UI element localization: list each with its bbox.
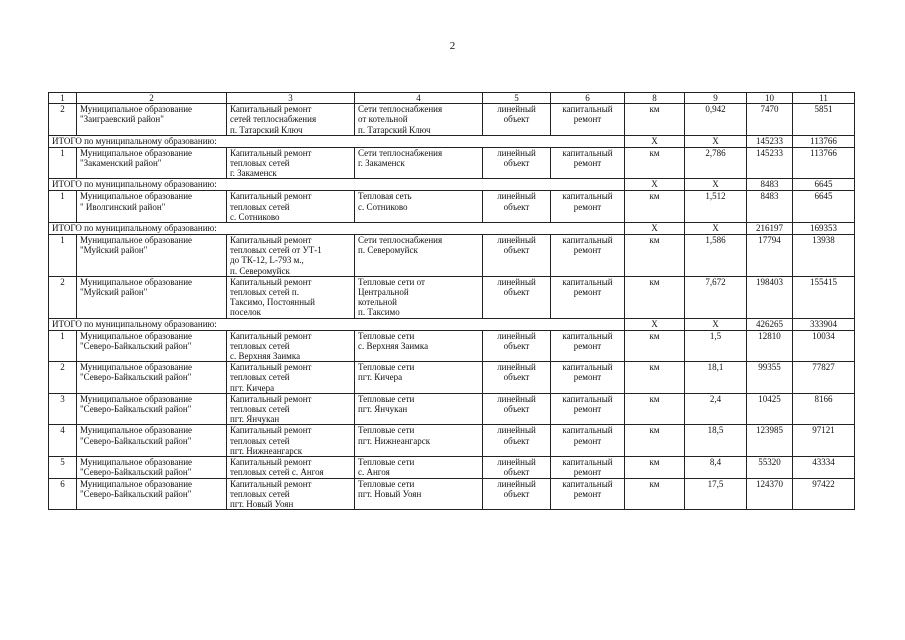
table-row [49,425,855,457]
cell-col10: 124370 [747,478,793,510]
cell-col11: 10034 [793,330,855,362]
cell-col9: X [685,318,747,330]
total-label: ИТОГО по муниципальному образованию: [49,318,625,330]
cell-municipality: Муниципальное образование "Северо-Байкальский район" [77,393,227,425]
cell-number: 4 [49,425,77,457]
cell-col10: 198403 [747,276,793,318]
cell-object-kind: линейный объект [483,147,551,179]
cell-col10: 55320 [747,457,793,478]
cell-work: Капитальный ремонт тепловых сетей с. Ангоя [227,457,355,478]
cell-unit: км [625,147,685,179]
cell-unit: км [625,191,685,223]
cell-object-kind: линейный объект [483,393,551,425]
cell-object-kind: линейный объект [483,457,551,478]
cell-object: Тепловые сети пгт. Нижнеангарск [355,425,483,457]
cell-activity: капитальный ремонт [551,147,625,179]
cell-unit: км [625,478,685,510]
cell-col9: X [685,135,747,147]
cell-length: 2,4 [685,393,747,425]
cell-col11: 13938 [793,235,855,277]
header-cell: 6 [551,93,625,104]
cell-unit: км [625,393,685,425]
cell-object: Тепловая сеть с. Сотниково [355,191,483,223]
cell-unit: км [625,235,685,277]
cell-unit: км [625,104,685,136]
table-row [49,362,855,394]
total-row [49,223,855,235]
total-row [49,318,855,330]
total-row [49,179,855,191]
cell-municipality: Муниципальное образование "Северо-Байкальский район" [77,457,227,478]
cell-work: Капитальный ремонт тепловых сетей с. Верхняя Заимка [227,330,355,362]
cell-unit: км [625,425,685,457]
cell-col10: 145233 [747,135,793,147]
table-row [49,393,855,425]
table-body [49,93,855,510]
cell-col10: 8483 [747,179,793,191]
table-row [49,276,855,318]
cell-object-kind: линейный объект [483,276,551,318]
cell-unit: км [625,362,685,394]
cell-col11: 97422 [793,478,855,510]
cell-work: Капитальный ремонт тепловых сетей с. Сотниково [227,191,355,223]
cell-length: 0,942 [685,104,747,136]
cell-length: 1,586 [685,235,747,277]
cell-col9: X [685,223,747,235]
page-number: 2 [449,40,456,52]
cell-length: 7,672 [685,276,747,318]
table-row [49,330,855,362]
cell-number: 2 [49,104,77,136]
cell-col10: 7470 [747,104,793,136]
header-cell: 4 [355,93,483,104]
cell-col8: X [625,135,685,147]
cell-object: Сети теплоснабжения п. Северомуйск [355,235,483,277]
cell-length: 18,1 [685,362,747,394]
cell-col11: 97121 [793,425,855,457]
cell-work: Капитальный ремонт тепловых сетей от УТ-1 до ТК-12, L-793 м., п. Северомуйск [227,235,355,277]
cell-object-kind: линейный объект [483,235,551,277]
cell-municipality: Муниципальное образование "Закаменский район" [77,147,227,179]
cell-activity: капитальный ремонт [551,362,625,394]
cell-col11: 155415 [793,276,855,318]
cell-unit: км [625,457,685,478]
cell-object: Тепловые сети пгт. Новый Уоян [355,478,483,510]
cell-object-kind: линейный объект [483,191,551,223]
cell-number: 3 [49,393,77,425]
cell-number: 1 [49,191,77,223]
cell-work: Капитальный ремонт тепловых сетей п. Таксимо, Постоянный поселок [227,276,355,318]
cell-unit: км [625,276,685,318]
cell-number: 1 [49,147,77,179]
cell-object: Тепловые сети пгт. Кичера [355,362,483,394]
cell-object-kind: линейный объект [483,478,551,510]
cell-col10: 12810 [747,330,793,362]
cell-col11: 77827 [793,362,855,394]
cell-col10: 145233 [747,147,793,179]
cell-object: Тепловые сети с. Ангоя [355,457,483,478]
cell-length: 1,512 [685,191,747,223]
cell-object-kind: линейный объект [483,104,551,136]
cell-length: 2,786 [685,147,747,179]
cell-col11: 5851 [793,104,855,136]
table-row [49,104,855,136]
cell-length: 17,5 [685,478,747,510]
table-row [49,191,855,223]
header-cell: 2 [77,93,227,104]
cell-activity: капитальный ремонт [551,457,625,478]
cell-work: Капитальный ремонт тепловых сетей пгт. Новый Уоян [227,478,355,510]
cell-col10: 8483 [747,191,793,223]
total-label: ИТОГО по муниципальному образованию: [49,179,625,191]
cell-municipality: Муниципальное образование "Муйский район" [77,276,227,318]
cell-col10: 10425 [747,393,793,425]
cell-col10: 216197 [747,223,793,235]
cell-activity: капитальный ремонт [551,276,625,318]
cell-municipality: Муниципальное образование "Северо-Байкальский район" [77,425,227,457]
cell-col10: 99355 [747,362,793,394]
cell-activity: капитальный ремонт [551,235,625,277]
cell-activity: капитальный ремонт [551,330,625,362]
header-cell: 11 [793,93,855,104]
cell-number: 2 [49,362,77,394]
table-row [49,478,855,510]
cell-length: 18,5 [685,425,747,457]
cell-object-kind: линейный объект [483,362,551,394]
header-cell: 10 [747,93,793,104]
cell-col8: X [625,318,685,330]
cell-number: 6 [49,478,77,510]
cell-work: Капитальный ремонт тепловых сетей пгт. Кичера [227,362,355,394]
cell-unit: км [625,330,685,362]
cell-municipality: Муниципальное образование "Муйский район" [77,235,227,277]
cell-col11: 8166 [793,393,855,425]
cell-object-kind: линейный объект [483,425,551,457]
cell-number: 5 [49,457,77,478]
cell-municipality: Муниципальное образование "Северо-Байкальский район" [77,478,227,510]
cell-col10: 426265 [747,318,793,330]
cell-object: Сети теплоснабжения от котельной п. Татарский Ключ [355,104,483,136]
total-row [49,135,855,147]
header-cell: 1 [49,93,77,104]
table-row [49,147,855,179]
cell-object: Тепловые сети с. Верхняя Заимка [355,330,483,362]
cell-activity: капитальный ремонт [551,393,625,425]
total-label: ИТОГО по муниципальному образованию: [49,135,625,147]
header-cell: 3 [227,93,355,104]
cell-col8: X [625,179,685,191]
cell-col11: 333904 [793,318,855,330]
cell-object: Сети теплоснабжения г. Закаменск [355,147,483,179]
investment-table [48,92,855,510]
cell-activity: капитальный ремонт [551,104,625,136]
header-cell: 9 [685,93,747,104]
cell-col11: 113766 [793,135,855,147]
cell-col11: 6645 [793,179,855,191]
cell-col10: 123985 [747,425,793,457]
header-row [49,93,855,104]
cell-work: Капитальный ремонт тепловых сетей пгт. Янчукан [227,393,355,425]
cell-col10: 17794 [747,235,793,277]
cell-col8: X [625,223,685,235]
cell-col9: X [685,179,747,191]
cell-number: 1 [49,235,77,277]
cell-object: Тепловые сети от Центральной котельной п. Таксимо [355,276,483,318]
cell-municipality: Муниципальное образование "Северо-Байкальский район" [77,362,227,394]
cell-object: Тепловые сети пгт. Янчукан [355,393,483,425]
cell-activity: капитальный ремонт [551,191,625,223]
cell-municipality: Муниципальное образование "Северо-Байкальский район" [77,330,227,362]
cell-work: Капитальный ремонт сетей теплоснабжения п. Татарский Ключ [227,104,355,136]
total-label: ИТОГО по муниципальному образованию: [49,223,625,235]
header-cell: 5 [483,93,551,104]
cell-object-kind: линейный объект [483,330,551,362]
cell-col11: 169353 [793,223,855,235]
cell-work: Капитальный ремонт тепловых сетей г. Закаменск [227,147,355,179]
header-cell: 8 [625,93,685,104]
table-row [49,457,855,478]
cell-col11: 43334 [793,457,855,478]
cell-number: 2 [49,276,77,318]
cell-municipality: Муниципальное образование "Заиграевский район" [77,104,227,136]
cell-municipality: Муниципальное образование " Иволгинский район" [77,191,227,223]
cell-number: 1 [49,330,77,362]
table-row [49,235,855,277]
cell-col11: 113766 [793,147,855,179]
cell-length: 8,4 [685,457,747,478]
cell-activity: капитальный ремонт [551,478,625,510]
cell-activity: капитальный ремонт [551,425,625,457]
cell-col11: 6645 [793,191,855,223]
cell-length: 1,5 [685,330,747,362]
cell-work: Капитальный ремонт тепловых сетей пгт. Нижнеангарск [227,425,355,457]
